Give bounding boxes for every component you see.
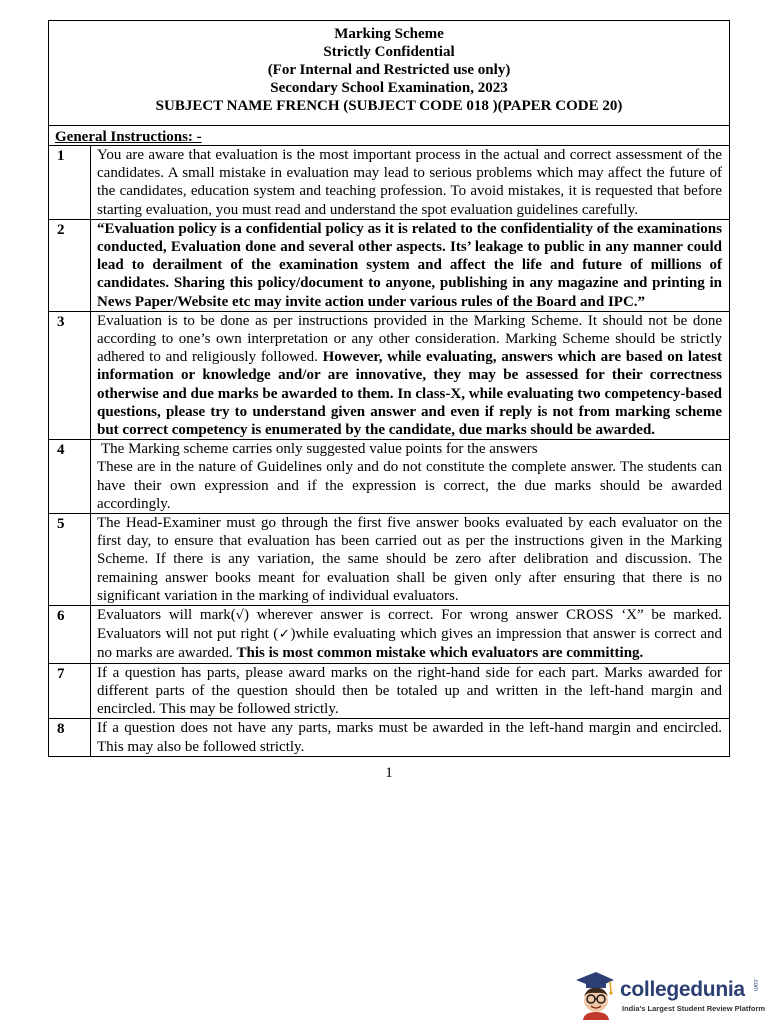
header-exam-name: Secondary School Examination, 2023 bbox=[270, 80, 508, 96]
instruction-row bbox=[49, 606, 730, 664]
instruction-text: If a question does not have any parts, marks must be awarded in the left-hand margin and encircled. This may also be followed strictly. bbox=[91, 719, 730, 756]
instruction-row bbox=[49, 219, 730, 311]
instruction-number: 1 bbox=[49, 146, 91, 220]
instruction-text: You are aware that evaluation is the most important process in the actual and correct assessment of the candidates. A small mistake in evaluation may lead to serious problems which may affect the future of the candidates, education system and teaching profession. To avoid mistakes, it is requested that before starting evaluation, you must read and understand the spot evaluation guidelines carefully. bbox=[91, 146, 730, 220]
brand-name: collegedunia bbox=[620, 978, 745, 1001]
instruction-text: The Marking scheme carries only suggested value points for the answers These are in the nature of Guidelines only and do not constitute the complete answer. The students can have their own expression and if the expression is correct, the due marks should be awarded accordingly. bbox=[91, 440, 730, 514]
marking-scheme-page bbox=[48, 20, 730, 782]
header-confidential: Strictly Confidential bbox=[323, 44, 455, 60]
instruction-row bbox=[49, 311, 730, 439]
instruction-row bbox=[49, 719, 730, 756]
instruction-text: The Head-Examiner must go through the first five answer books evaluated by each evaluator on the first day, to ensure that evaluation has been carried out as per the instructions given in the Marking Scheme. If there is any variation, the same should be zero after delibration and discussion. The remaining answer books meant for evaluation shall be given only after ensuring that there is no significant variation in the marking of individual evaluators. bbox=[91, 514, 730, 606]
page-number: 1 bbox=[385, 764, 393, 781]
instruction-row bbox=[49, 146, 730, 220]
instruction-number: 3 bbox=[49, 311, 91, 439]
instruction-text: Evaluators will mark(√) wherever answer is correct. For wrong answer CROSS ‘X” be marked. Evaluators will not put right (✓)while evaluating which gives an impression that answer is correct and no marks are awarded. This is most common mistake which evaluators are committing. bbox=[91, 606, 730, 664]
instruction-text: “Evaluation policy is a confidential policy as it is related to the confidentiality of the examinations conducted, Evaluation done and several other aspects. Its’ leakage to public in any manner could lead to derailment of the examination system and affect the life and future of millions of candidates. Sharing this policy/document to anyone, publishing in any magazine and printing in News Paper/Website etc may invite action under various rules of the Board and IPC.” bbox=[91, 219, 730, 311]
check-mark-icon: ✓ bbox=[278, 627, 291, 643]
instruction-row bbox=[49, 514, 730, 606]
header-row bbox=[49, 21, 730, 126]
instruction-row bbox=[49, 440, 730, 514]
instruction-number: 7 bbox=[49, 663, 91, 719]
square-root-tick-icon: √ bbox=[235, 608, 245, 624]
instruction-row bbox=[49, 663, 730, 719]
brand-tagline: India's Largest Student Review Platform bbox=[622, 1004, 766, 1013]
instruction-number: 4 bbox=[49, 440, 91, 514]
brand-domain-suffix: .com bbox=[752, 978, 758, 992]
header-restricted-use: (For Internal and Restricted use only) bbox=[267, 62, 511, 78]
instruction-text: Evaluation is to be done as per instructions provided in the Marking Scheme. It should not be done according to one’s own interpretation or any other consideration. Marking Scheme should be strictly adhered to and religiously followed. However, while evaluating, answers which are based on latest information or knowledge and/or are innovative, they may be assessed for their correctness otherwise and due marks be awarded to them. In class-X, while evaluating two competency-based questions, please try to understand given answer and even if reply is not from marking scheme but correct competency is enumerated by the candidate, due marks should be awarded. bbox=[91, 311, 730, 439]
collegedunia-logo bbox=[570, 968, 766, 1020]
document-header bbox=[49, 21, 730, 126]
instruction-number: 2 bbox=[49, 219, 91, 311]
general-instructions-heading: General Instructions: - bbox=[49, 126, 730, 146]
instruction-text: If a question has parts, please award marks on the right-hand side for each part. Marks awarded for different parts of the question should then be totaled up and written in the left-hand margin and encircled. This may be followed strictly. bbox=[91, 663, 730, 719]
header-subject-code: SUBJECT NAME FRENCH (SUBJECT CODE 018 )(PAPER CODE 20) bbox=[155, 98, 623, 114]
instruction-number: 6 bbox=[49, 606, 91, 664]
instruction-number: 8 bbox=[49, 719, 91, 756]
header-title: Marking Scheme bbox=[334, 26, 444, 42]
marking-scheme-table bbox=[48, 20, 730, 757]
general-instructions-row bbox=[49, 126, 730, 146]
graduate-mascot-icon bbox=[570, 968, 618, 1020]
instruction-number: 5 bbox=[49, 514, 91, 606]
